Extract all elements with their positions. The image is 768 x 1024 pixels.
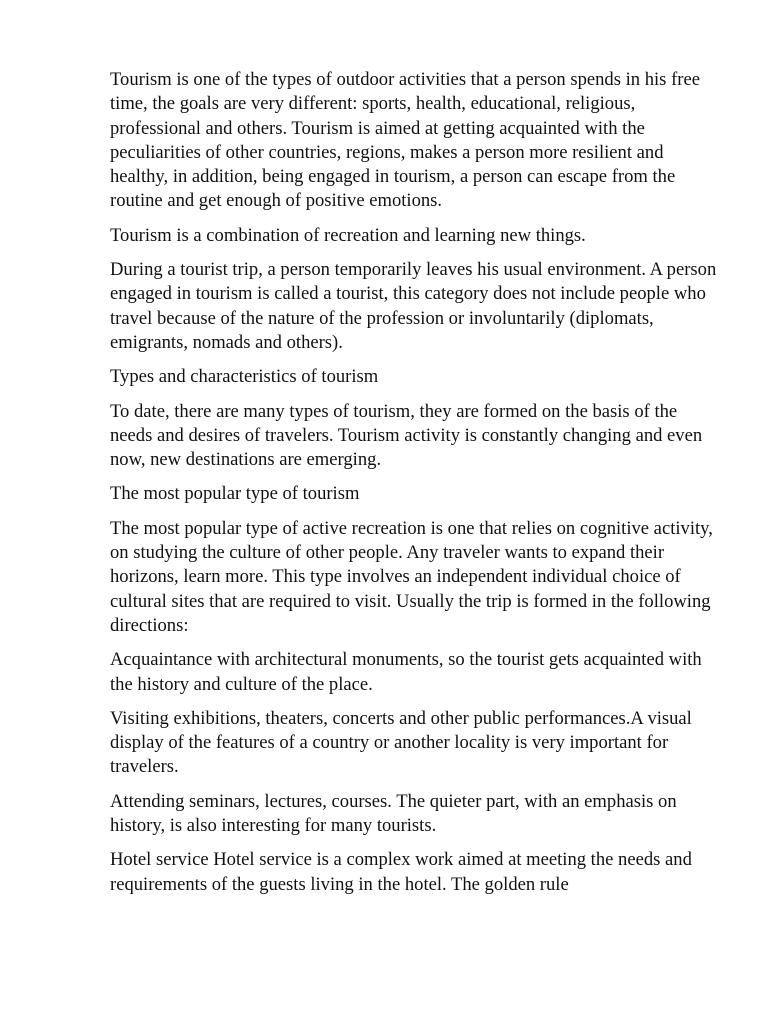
paragraph-types: To date, there are many types of tourism, they are formed on the basis of the needs and desires of travelers. Tourism activity is constantly changing and even now, new destinations are emerging. — [110, 400, 703, 471]
paragraph-definition: Tourism is a combination of recreation and learning new things. — [110, 224, 586, 246]
paragraph-exhibitions: Visiting exhibitions, theaters, concerts and other public performances.A visual display of the features of a country or another locality is very important for travelers. — [110, 707, 692, 778]
paragraph-seminars: Attending seminars, lectures, courses. The quieter part, with an emphasis on history, is also interesting for many tourists. — [110, 790, 677, 837]
document-body — [110, 68, 720, 897]
paragraph-intro: Tourism is one of the types of outdoor activities that a person spends in his free time, the goals are very different: sports, health, educational, religious, professional and others. Tourism is aimed at getting acquainted with the peculiarities of other countries, regions, makes a person more resilient and healthy, in addition, being engaged in tourism, a person can escape from the routine and get enough of positive emotions. — [110, 69, 700, 212]
heading-types-characteristics: Types and characteristics of tourism — [110, 366, 379, 388]
paragraph-tourist-trip: During a tourist trip, a person temporarily leaves his usual environment. A person engaged in tourism is called a tourist, this category does not include people who travel because of the nature of the profession or involuntarily (diplomats, emigrants, nomads and others). — [110, 259, 717, 353]
paragraph-popular-type: The most popular type of active recreation is one that relies on cognitive activity, on studying the culture of other people. Any traveler wants to expand their horizons, learn more. This type involves an independent individual choice of cultural sites that are required to visit. Usually the trip is formed in the following directions: — [110, 517, 713, 636]
heading-popular-type: The most popular type of tourism — [110, 483, 360, 505]
paragraph-hotel-service: Hotel service Hotel service is a complex work aimed at meeting the needs and requirements of the guests living in the hotel. The golden rule — [110, 849, 692, 895]
paragraph-monuments: Acquaintance with architectural monuments, so the tourist gets acquainted with the history and culture of the place. — [110, 649, 702, 695]
